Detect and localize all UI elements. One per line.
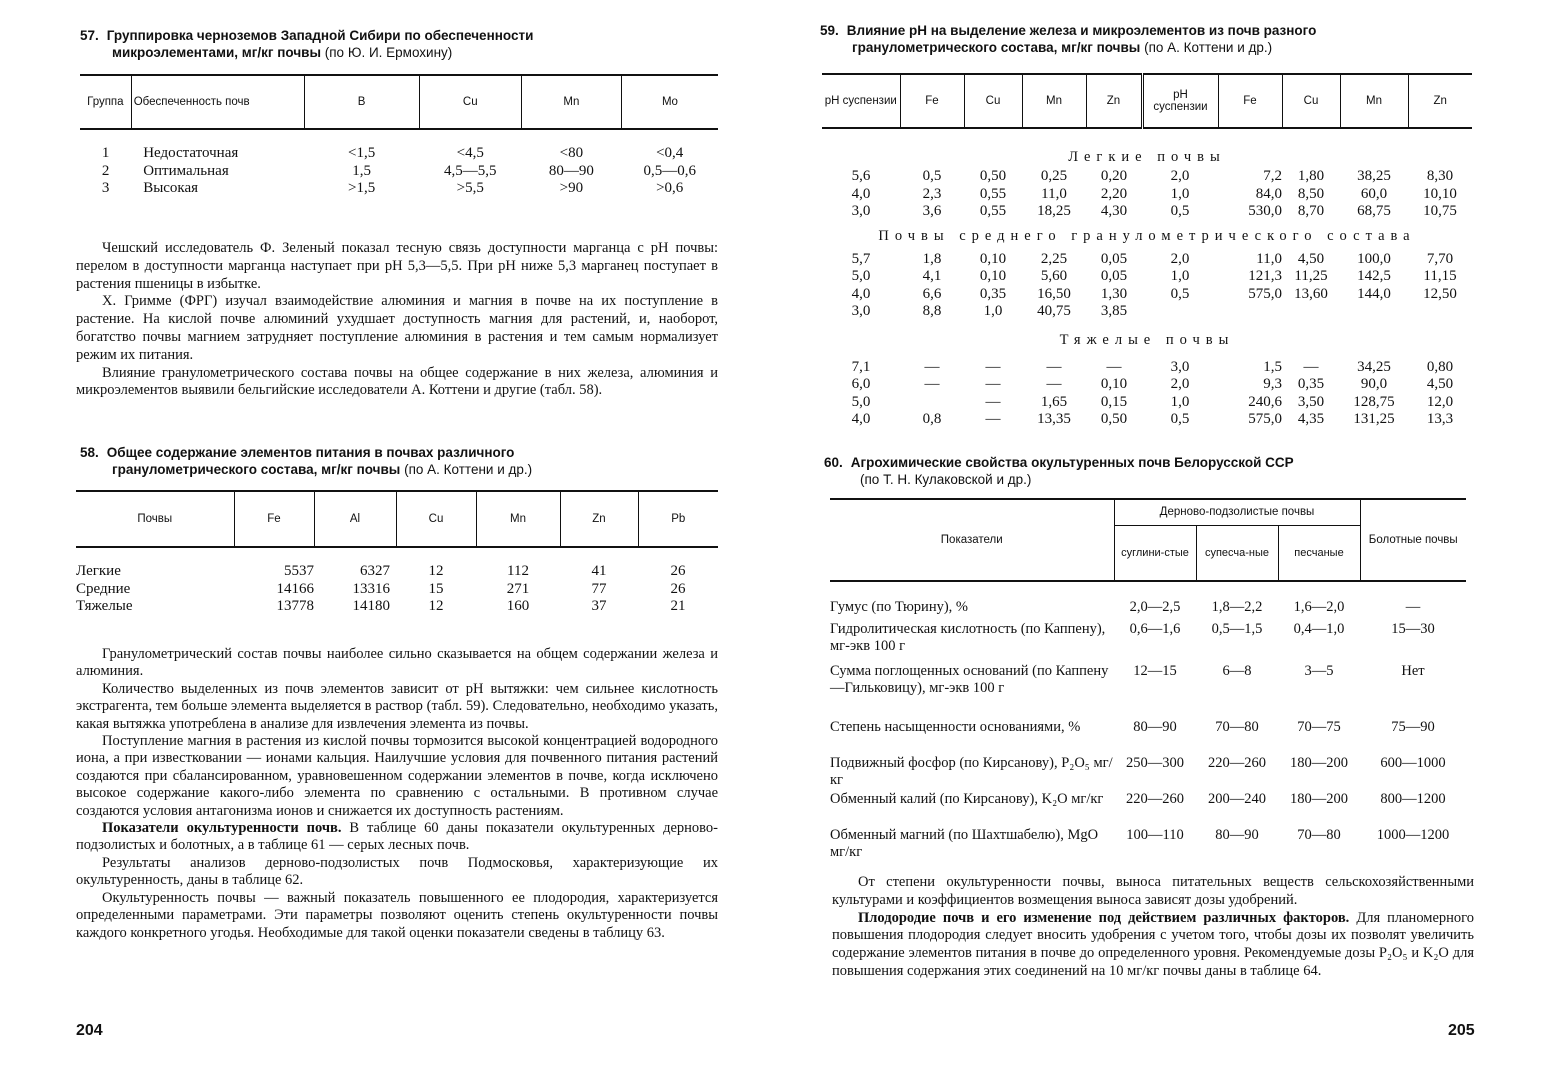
table-cell: 14166	[276, 580, 314, 597]
table-row: 5,0 4,1 0,10 5,60 0,05 1,0 121,3 11,25 142,5 11,15	[851, 268, 1457, 284]
table-57-header-cell: Mo	[621, 75, 718, 129]
table-cell: <80	[559, 145, 584, 161]
table-cell: >0,6	[656, 180, 684, 196]
table-60-number: 60.	[824, 455, 843, 470]
table-59-caption	[820, 22, 1510, 56]
table-row: 4,0 0,8 — 13,35 0,50 0,5 575,0 4,35 131,25 13,3	[851, 411, 1454, 427]
table-58	[76, 490, 718, 616]
table-cell: 26	[670, 563, 686, 579]
paragraph: От степени окультуренности почвы, выноса питательных веществ сельскохозяйственными культурами и коэффициентов возмещения выноса зависят дозы удобрений.	[832, 874, 1474, 908]
table-cell: 14180	[352, 598, 390, 614]
table-cell: 13316	[352, 580, 390, 597]
table-cell: Легкие	[76, 563, 121, 579]
table-58-header-cell: Почвы	[137, 513, 173, 525]
table-59-section-title: Легкие почвы	[1068, 149, 1226, 165]
table-row	[76, 581, 718, 599]
table-57-title-line2: микроэлементами, мг/кг почвы	[112, 45, 321, 60]
table-cell: >5,5	[456, 180, 484, 196]
table-row: 4,0 6,6 0,35 16,50 1,30 0,5 575,0 13,60 144,0 12,50	[851, 285, 1457, 302]
table-59-source: (по А. Коттени и др.)	[1144, 40, 1273, 55]
table-cell: 80—90	[548, 162, 594, 179]
table-cell: >1,5	[348, 180, 376, 196]
paragraph-block-3	[832, 874, 1474, 981]
table-cell: >90	[559, 180, 584, 196]
paragraph: Чешский исследователь Ф. Зеленый показал тесную связь доступности марганца с рН почвы: перелом в доступности марганца наступает при рН 5,3—5,5. При рН ниже 5,3 марганец поступает в растения пшеницы в избытке.	[76, 240, 718, 292]
table-60-subheader: суглини-стые	[1114, 525, 1196, 581]
table-57-header	[80, 75, 718, 129]
table-cell: Оптимальная	[143, 162, 229, 179]
table-60	[830, 498, 1466, 863]
page-number: 205	[1448, 1022, 1475, 1039]
table-59-header-cell: Cu	[1282, 74, 1340, 128]
right-page	[774, 0, 1548, 1083]
table-59-header-cell: рН суспензии	[1142, 74, 1218, 128]
table-60-caption	[824, 454, 1514, 488]
table-59-number: 59.	[820, 23, 839, 38]
table-59-header-cell: рН суспензии	[824, 95, 897, 107]
page-number: 204	[76, 1022, 103, 1039]
table-cell: Средние	[76, 580, 131, 597]
table-cell: <1,5	[348, 145, 376, 161]
table-60-subheader: песчаные	[1278, 525, 1360, 581]
table-cell: 21	[670, 598, 686, 614]
table-59-header-cell: Zn	[1086, 74, 1142, 128]
table-58-header	[76, 491, 718, 547]
table-cell: 4,5—5,5	[444, 162, 497, 179]
table-57-header-cell: Mn	[521, 75, 621, 129]
table-cell: 2	[101, 162, 110, 179]
table-cell: <4,5	[456, 145, 484, 161]
table-row	[80, 163, 718, 181]
table-row: 3,0 8,8 1,0 40,75 3,85	[851, 303, 1128, 319]
table-row: 7,1 — — — — 3,0 1,5 — 34,25 0,80	[851, 358, 1454, 375]
paragraph-block-1	[76, 240, 718, 400]
table-cell: 0,5—0,6	[643, 162, 696, 179]
table-cell: 12	[428, 563, 444, 579]
table-cell: 112	[507, 563, 529, 579]
table-cell: 77	[591, 580, 607, 597]
table-cell: 12	[428, 598, 444, 614]
table-58-header-cell: Mn	[476, 491, 560, 547]
paragraph: Влияние гранулометрического состава почвы на общее содержание в них железа, алюминия и микроэлементов выявили бельгийские исследователи А. Коттени и другие (табл. 58).	[76, 364, 718, 399]
table-59-header-cell: Cu	[964, 74, 1022, 128]
table-60-header-first: Показатели	[830, 499, 1114, 581]
table-row: Степень насыщенности основаниями, % 80—90 70—80 70—75 75—90	[830, 719, 1435, 735]
table-cell: 1,5	[352, 162, 371, 179]
table-row	[76, 563, 718, 581]
table-57-header-cell: Обеспеченность почв	[131, 75, 304, 129]
paragraph: Гранулометрический состав почвы наиболее сильно сказывается на общем содержании железа и алюминия.	[76, 646, 718, 680]
table-59-header-cell: Mn	[1340, 74, 1408, 128]
table-cell: Тяжелые	[76, 598, 133, 614]
table-60-source: (по Т. Н. Кулаковской и др.)	[860, 472, 1032, 487]
table-row: Гидролитическая кислотность (по Каппену), мг-экв 100 г 0,6—1,6 0,5—1,5 0,4—1,0 15—30	[830, 621, 1435, 654]
table-58-header-cell: Al	[314, 491, 396, 547]
table-59-section-title: Тяжелые почвы	[1059, 331, 1235, 348]
paragraph: Результаты анализов дерново-подзолистых почв Подмосковья, характеризующие их окультуренность, даны в таблице 62.	[76, 854, 718, 889]
table-57-number: 57.	[80, 28, 99, 43]
paragraph: Количество выделенных из почв элементов зависит от рН вытяжки: чем сильнее кислотность экстрагента, тем больше элемента выделяется в раствор (табл. 59). Следовательно, необходимо указать, какая вытяжка употреблена в анализе для извлечения элемента из почвы.	[76, 680, 718, 732]
paragraph: Показатели окультуренности почв. В таблице 60 даны показатели окультуренных дерново-подзолистых и болотных, а в таблице 61 — серых лесных почв.	[76, 820, 718, 854]
table-59-header-cell: Fe	[1218, 74, 1282, 128]
table-row: 5,7 1,8 0,10 2,25 0,05 2,0 11,0 4,50 100,0 7,70	[851, 250, 1454, 267]
table-59-header-cell: Fe	[900, 74, 964, 128]
table-cell: 37	[591, 598, 607, 614]
paragraph: Поступление магния в растения из кислой почвы тормозится высокой концентрацией водородного иона, а при известковании — ионами кальция. Наилучшие условия для почвенного питания растений создаются при сбалансированном, уравновешенном содержании элементов в почве, когда исключено высокое содержание какого-либо элемента по сравнению с остальными. В противном случае создаются условия антагонизма ионов и снижается их доступность растениям.	[76, 733, 718, 819]
table-59	[822, 73, 1472, 429]
table-57-header-cell: Группа	[87, 96, 124, 108]
table-58-title-line2: гранулометрического состава, мг/кг почвы	[112, 462, 401, 477]
table-59-title-line1: Влияние рН на выделение железа и микроэлементов из почв разного	[846, 23, 1317, 38]
table-row: 4,0 2,3 0,55 11,0 2,20 1,0 84,0 8,50 60,0 10,10	[851, 185, 1457, 202]
table-59-title-line2: гранулометрического состава, мг/кг почвы	[852, 40, 1141, 55]
table-60-header-group: Дерново-подзолистые почвы	[1114, 499, 1360, 525]
table-cell: 271	[506, 580, 530, 597]
table-57-caption	[80, 27, 720, 61]
table-57-header-cell: B	[304, 75, 419, 129]
table-row	[80, 145, 718, 163]
table-cell: 160	[506, 598, 530, 614]
table-58-title-line1: Общее содержание элементов питания в почвах различного	[106, 445, 515, 460]
table-57-header-cell: Cu	[419, 75, 521, 129]
table-cell: 13778	[276, 598, 314, 614]
paragraph-block-2	[76, 646, 718, 942]
table-cell: <0,4	[656, 145, 684, 161]
table-cell: 41	[591, 563, 607, 579]
table-58-header-cell: Zn	[560, 491, 638, 547]
table-58-header-cell: Pb	[638, 491, 718, 547]
table-60-header-last: Болотные почвы	[1360, 499, 1466, 581]
table-cell: 3	[101, 180, 110, 196]
table-59-header	[822, 74, 1472, 128]
table-58-caption	[80, 444, 720, 478]
table-row: 5,6 0,5 0,50 0,25 0,20 2,0 7,2 1,80 38,25 8,30	[851, 168, 1454, 184]
table-cell: 1	[101, 145, 110, 161]
table-row	[80, 180, 718, 198]
table-58-source: (по А. Коттени и др.)	[404, 462, 533, 477]
table-row: Гумус (по Тюрину), % 2,0—2,5 1,8—2,2 1,6—2,0 —	[830, 599, 1421, 615]
table-row: 6,0 — — — 0,10 2,0 9,3 0,35 90,0 4,50	[851, 376, 1454, 392]
table-58-number: 58.	[80, 445, 99, 460]
table-58-header-cell: Fe	[234, 491, 314, 547]
paragraph: Плодородие почв и его изменение под действием различных факторов. Для планомерного повышения плодородия следует вносить удобрения с учетом того, чтобы дозы их позволят увеличить содержание элементов питания в почве до определенного уровня. Рекомендуемые дозы P₂O₅ и K₂O для повышения содержания этих соединений на 10 мг/кг почвы даны в таблице 64.	[832, 909, 1474, 979]
table-row: Обменный калий (по Кирсанову), K₂O мг/кг 220—260 200—240 180—200 800—1200	[830, 791, 1446, 807]
paragraph: Х. Гримме (ФРГ) изучал взаимодействие алюминия и магния в почве на их поступление в растение. На кислой почве алюминий ухудшает доступность магния для растений, и, наоборот, богатство почвы магнием затрудняет поступление алюминия в растения и тем самым нормализует режим их питания.	[76, 293, 718, 363]
table-row: Сумма поглощенных оснований (по Каппену—Гильковицу), мг-экв 100 г 12—15 6—8 3—5 Нет	[830, 663, 1425, 696]
table-cell: Недостаточная	[143, 145, 239, 161]
paragraph: Окультуренность почвы — важный показатель повышенного ее плодородия, характеризуется определенными параметрами. Эти параметры позволяют оценить степень окультуренности почвы каждого конкретного угодья. Необходимые для такой оценки показатели сведены в таблицу 63.	[76, 889, 718, 941]
table-row: 3,0 3,6 0,55 18,25 4,30 0,5 530,0 8,70 68,75 10,75	[851, 203, 1457, 219]
table-59-header-cell: Mn	[1022, 74, 1086, 128]
table-row	[76, 598, 718, 616]
table-cell: 26	[670, 580, 686, 597]
table-cell: 15	[428, 580, 444, 597]
table-57-source: (по Ю. И. Ермохину)	[324, 45, 453, 60]
table-59-section-title: Почвы среднего гранулометрического состава	[878, 227, 1416, 244]
table-cell: 5537	[284, 563, 314, 579]
table-row: Подвижный фосфор (по Кирсанову), P₂O₅ мг/кг 250—300 220—260 180—200 600—1000	[830, 755, 1446, 788]
table-58-header-cell: Cu	[396, 491, 476, 547]
table-cell: 6327	[360, 563, 390, 579]
table-59-header-cell: Zn	[1408, 74, 1472, 128]
table-57-title-line1: Группировка черноземов Западной Сибири по обеспеченности	[106, 28, 534, 43]
table-60-title: Агрохимические свойства окультуренных почв Белорусской ССР	[850, 455, 1294, 470]
table-row: Обменный магний (по Шахтшабелю), MgO мг/кг 100—110 80—90 70—80 1000—1200	[830, 827, 1450, 860]
table-cell: Высокая	[143, 180, 199, 196]
table-57	[80, 74, 718, 198]
table-60-subheader: супесча-ные	[1196, 525, 1278, 581]
table-row: 5,0 — 1,65 0,15 1,0 240,6 3,50 128,75 12,0	[851, 393, 1454, 410]
